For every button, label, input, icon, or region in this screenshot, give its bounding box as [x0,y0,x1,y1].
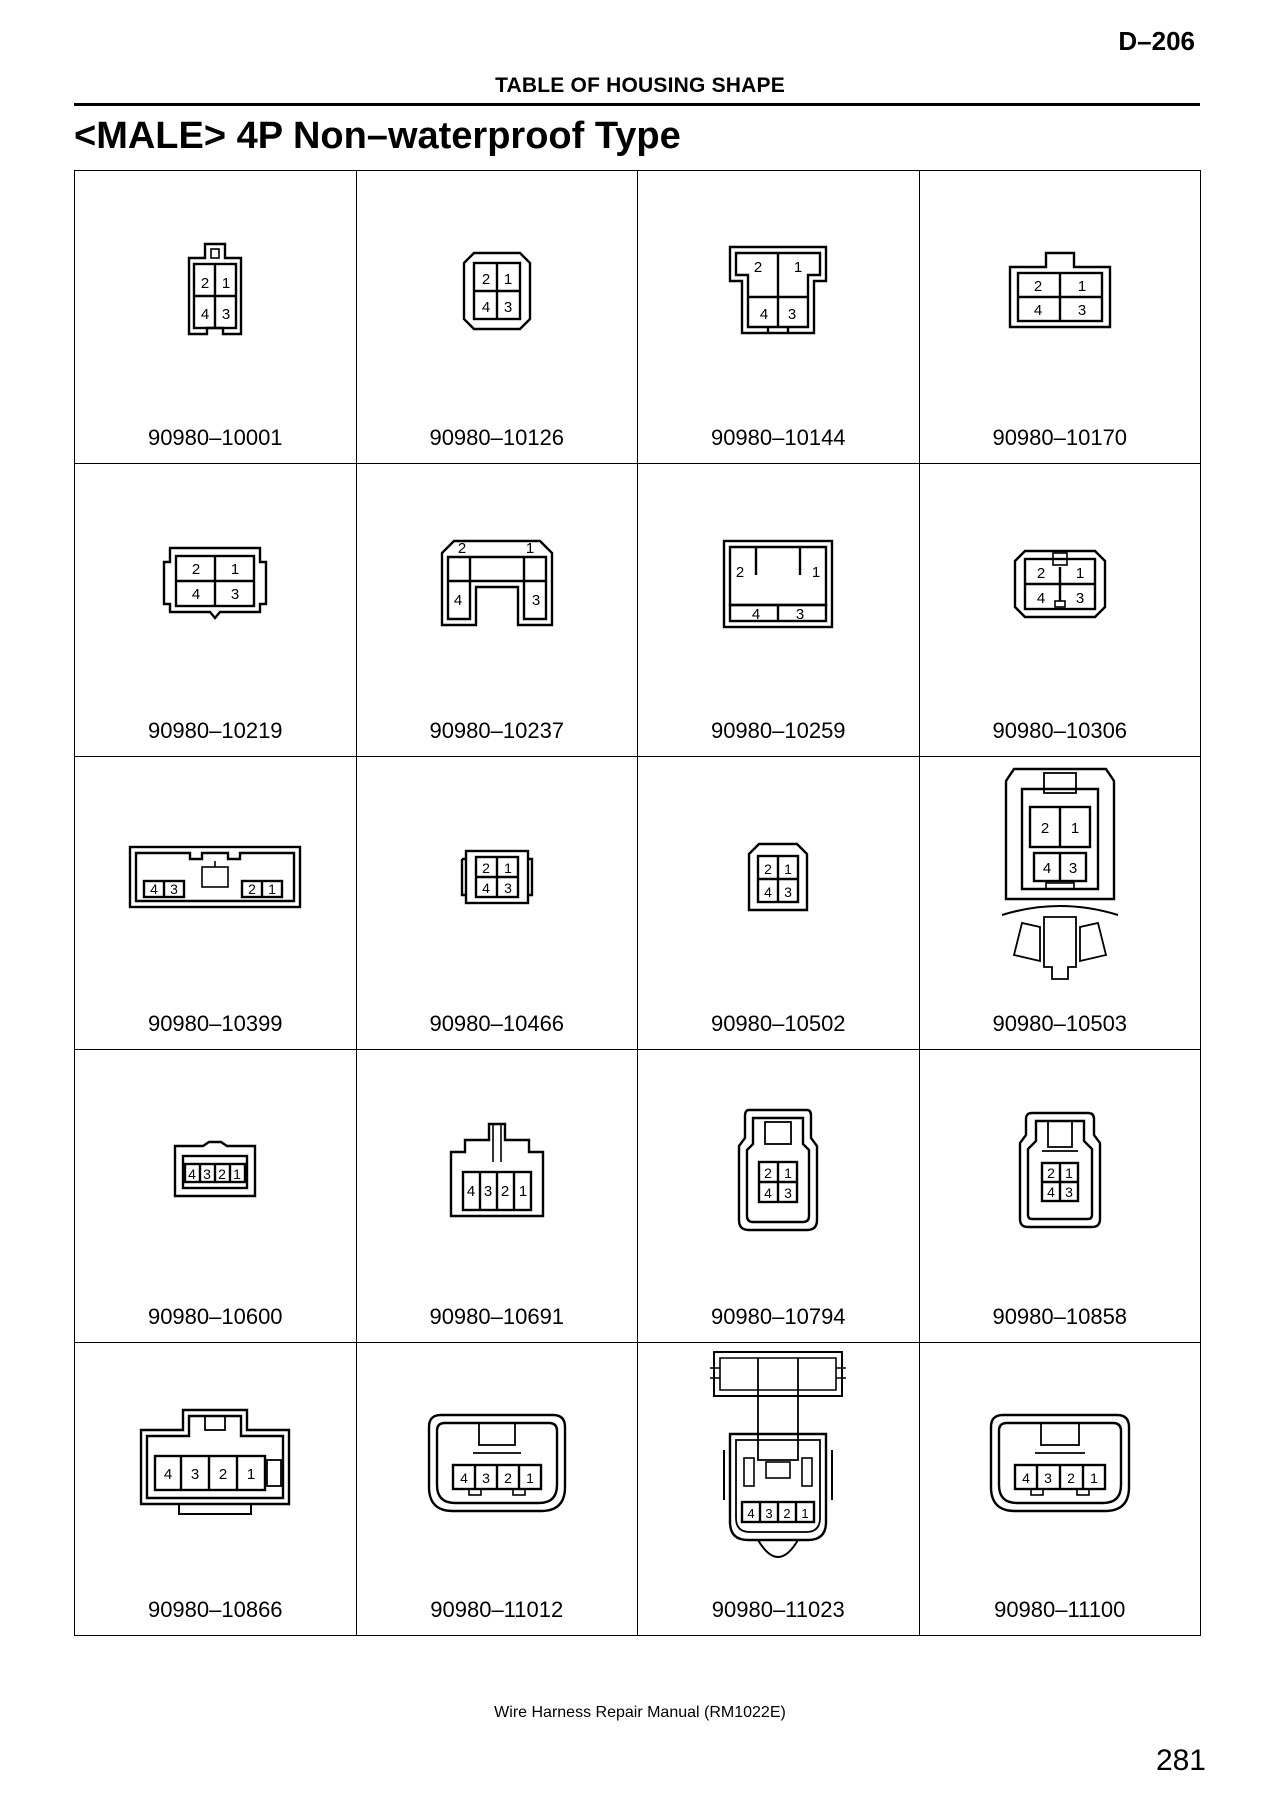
pin-label: 3 [203,1166,212,1182]
pin-label: 4 [164,1466,173,1483]
connector-cell [919,464,1201,757]
table-row [75,171,1201,464]
part-number: 90980–11012 [430,1597,564,1622]
pin-label: 3 [191,1466,200,1483]
part-number: 90980–10794 [710,1304,846,1329]
pin-label: 4 [1036,590,1045,607]
pin-label: 1 [812,564,821,581]
pin-label: 3 [531,592,540,609]
part-number: 90980–10600 [147,1304,283,1329]
part-number: 90980–10306 [992,718,1128,743]
pin-label: 1 [247,1466,256,1483]
connector-cell [919,757,1201,1050]
connector-drawing [135,1408,295,1518]
connector-cell [638,464,920,757]
pin-label: 4 [453,592,462,609]
pin-label: 4 [192,586,201,603]
pin-label: 3 [222,306,231,323]
connector-drawing [171,1140,259,1200]
connector-cell [638,1343,920,1636]
header-rule [74,103,1200,106]
pin-label: 4 [1046,1184,1055,1200]
part-number: 90980–10126 [429,425,565,450]
pin-label: 2 [500,1183,509,1200]
connector-cell [638,757,920,1050]
table-row [75,757,1201,1050]
part-number: 90980–10001 [147,425,283,450]
pin-label: 1 [794,259,803,276]
pin-label: 1 [784,861,793,877]
connector-drawing [1008,251,1112,331]
pin-label: 4 [481,299,490,316]
connector-cell [75,1343,357,1636]
part-number: 90980–10237 [429,718,565,743]
part-number: 90980–10503 [992,1011,1128,1036]
pin-label: 2 [783,1506,791,1521]
part-number: 90980–10399 [147,1011,283,1036]
pin-label: 2 [503,1470,512,1486]
connector-cell [919,1343,1201,1636]
page-code: D–206 [1118,26,1195,56]
pin-label: 4 [747,1506,755,1521]
pin-label: 2 [219,1466,228,1483]
connector-cell [919,171,1201,464]
pin-label: 1 [233,1166,242,1182]
pin-label: 1 [1077,278,1086,295]
pin-label: 4 [481,880,490,896]
pin-label: 3 [1068,860,1077,877]
pin-label: 2 [457,540,466,557]
connector-drawing [427,1413,567,1513]
pin-label: 2 [1040,820,1049,837]
pin-label: 3 [765,1506,773,1521]
pin-label: 3 [503,880,512,896]
pin-label: 2 [481,860,490,876]
pin-label: 1 [231,561,240,578]
connector-drawing [728,245,828,337]
housing-shape-table [74,170,1201,1636]
pin-label: 1 [268,881,277,897]
pin-label: 3 [1075,590,1084,607]
pin-label: 3 [784,1185,793,1201]
pin-label: 3 [481,1470,490,1486]
pin-label: 1 [525,540,534,557]
pin-label: 2 [1066,1470,1075,1486]
pin-label: 3 [784,884,793,900]
pin-label: 1 [518,1183,527,1200]
footer-manual-title: Wire Harness Repair Manual (RM1022E) [494,1704,786,1721]
pin-label: 4 [764,884,773,900]
pin-label: 2 [764,1165,773,1181]
part-number: 90980–10866 [147,1597,283,1622]
connector-cell [919,1050,1201,1343]
connector-drawing [1013,549,1107,619]
table-row [75,1343,1201,1636]
page-number: 281 [1155,1744,1206,1777]
pin-label: 4 [760,306,769,323]
pin-label: 3 [503,299,512,316]
pin-label: 3 [1043,1470,1052,1486]
connector-cell [356,1343,638,1636]
pin-label: 2 [248,881,257,897]
pin-label: 2 [1033,278,1042,295]
pin-label: 3 [1064,1184,1073,1200]
connector-drawing [708,1350,848,1576]
connector-cell [638,1050,920,1343]
pin-label: 3 [796,606,805,623]
page-title: <MALE> 4P Non–waterproof Type [74,115,681,157]
pin-label: 1 [801,1506,809,1521]
part-number: 90980–10259 [710,718,846,743]
connector-drawing [449,1122,545,1218]
pin-label: 3 [170,881,179,897]
part-number: 90980–10466 [429,1011,565,1036]
pin-label: 2 [1036,565,1045,582]
pin-label: 1 [784,1165,793,1181]
connector-cell [638,171,920,464]
pin-label: 1 [1075,565,1084,582]
connector-drawing [737,1108,819,1232]
connector-cell [75,171,357,464]
connector-drawing [722,539,834,629]
connector-cell [356,757,638,1050]
pin-label: 1 [525,1470,534,1486]
pin-label: 2 [754,259,763,276]
connector-drawing [462,251,532,331]
part-number: 90980–10219 [147,718,283,743]
connector-drawing [747,842,809,912]
pin-label: 1 [503,860,512,876]
pin-label: 1 [1064,1165,1073,1181]
connector-cell [75,1050,357,1343]
pin-label: 2 [1046,1165,1055,1181]
pin-label: 1 [1089,1470,1098,1486]
part-number: 90980–11100 [994,1597,1126,1622]
connector-cell [75,757,357,1050]
section-title: TABLE OF HOUSING SHAPE [495,74,785,97]
pin-label: 3 [1077,302,1086,319]
connector-drawing [1000,767,1120,987]
pin-label: 4 [201,306,210,323]
connector-drawing [460,849,534,905]
pin-label: 2 [192,561,201,578]
pin-label: 4 [188,1166,197,1182]
pin-label: 3 [788,306,797,323]
connector-cell [356,464,638,757]
pin-label: 4 [1033,302,1042,319]
part-number: 90980–10691 [429,1304,565,1329]
pin-label: 4 [764,1185,773,1201]
part-number: 90980–10170 [992,425,1128,450]
pin-label: 3 [231,586,240,603]
pin-label: 4 [466,1183,475,1200]
pin-label: 3 [483,1183,492,1200]
table-row [75,464,1201,757]
pin-label: 2 [218,1166,227,1182]
connector-drawing [128,845,302,909]
part-number: 90980–10502 [710,1011,846,1036]
pin-label: 1 [222,275,231,292]
pin-label: 4 [752,606,761,623]
connector-cell [75,464,357,757]
part-number: 90980–10858 [992,1304,1128,1329]
pin-label: 2 [201,275,210,292]
part-number: 90980–11023 [711,1597,845,1622]
pin-label: 2 [481,271,490,288]
pin-label: 4 [1021,1470,1030,1486]
table-row [75,1050,1201,1343]
part-number: 90980–10144 [710,425,846,450]
connector-drawing [1018,1111,1102,1229]
pin-label: 4 [459,1470,468,1486]
connector-drawing [989,1413,1131,1513]
connector-drawing [434,539,560,629]
connector-cell [356,171,638,464]
pin-label: 2 [764,861,773,877]
pin-label: 2 [736,564,745,581]
connector-drawing [162,546,268,622]
pin-label: 1 [1070,820,1079,837]
pin-label: 4 [1042,860,1051,877]
pin-label: 4 [150,881,159,897]
connector-drawing [175,242,255,340]
connector-cell [356,1050,638,1343]
pin-label: 1 [503,271,512,288]
